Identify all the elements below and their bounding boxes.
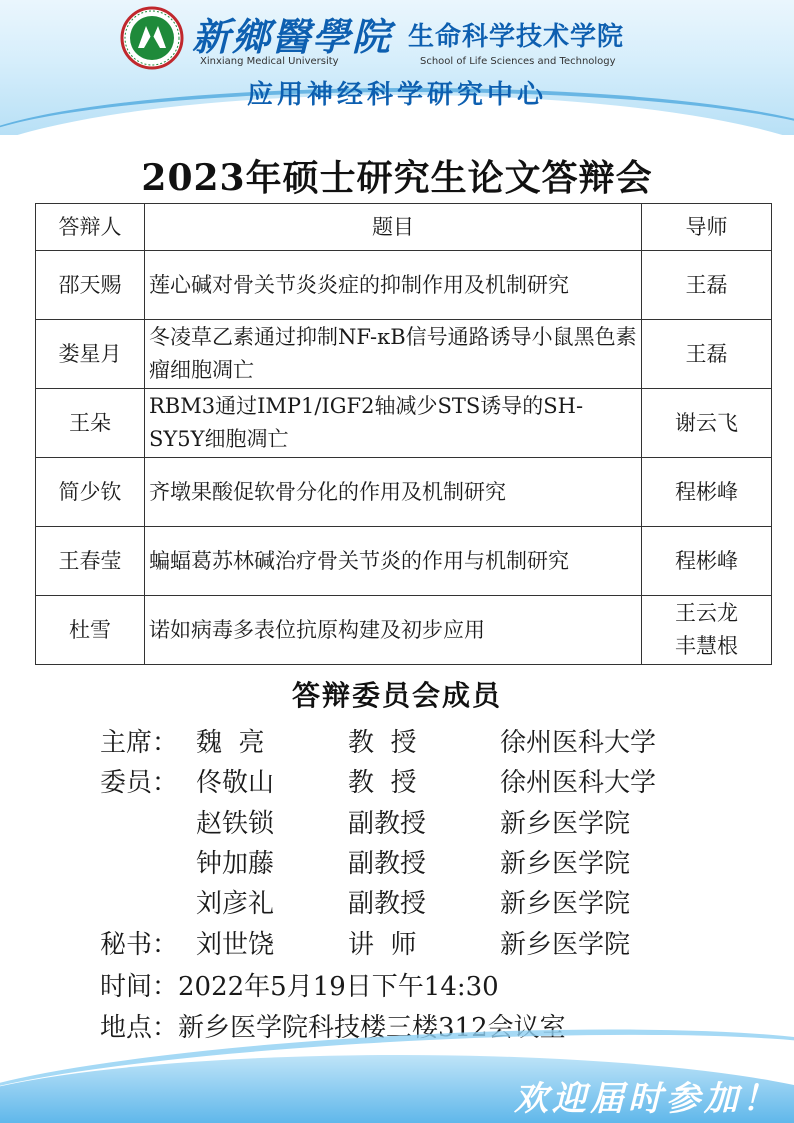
advisor-name: 王磊 (642, 251, 772, 320)
page-header (0, 0, 794, 135)
university-name-en: Xinxiang Medical University (200, 56, 339, 67)
welcome-message: 欢迎届时参加！ (514, 1079, 780, 1119)
student-name: 王春莹 (36, 527, 145, 596)
university-logo-emblem (120, 6, 184, 70)
student-name: 王朵 (36, 389, 145, 458)
header-topic: 题目 (145, 204, 642, 251)
school-name-en: School of Life Sciences and Technology (420, 56, 616, 67)
member-title: 副教授 (348, 809, 427, 839)
member-title: 讲 师 (348, 930, 417, 960)
member-institution: 新乡医学院 (500, 930, 631, 960)
member-institution: 新乡医学院 (500, 889, 631, 919)
thesis-topic: 蝙蝠葛苏林碱治疗骨关节炎的作用与机制研究 (145, 527, 642, 596)
student-name: 娄星月 (36, 320, 145, 389)
member-title: 教 授 (348, 728, 417, 758)
member-role-label: 主席： (100, 728, 179, 758)
table-row (36, 320, 772, 389)
table-row (36, 251, 772, 320)
table-row (36, 389, 772, 458)
page-footer (0, 1015, 794, 1123)
member-name: 魏 亮 (196, 728, 265, 758)
member-institution: 徐州医科大学 (500, 728, 657, 758)
thesis-topic: 诺如病毒多表位抗原构建及初步应用 (145, 596, 642, 665)
research-center-name: 应用神经科学研究中心 (246, 80, 547, 110)
thesis-topic: 莲心碱对骨关节炎炎症的抑制作用及机制研究 (145, 251, 642, 320)
table-row (36, 458, 772, 527)
member-institution: 新乡医学院 (500, 809, 631, 839)
table-row (36, 596, 772, 665)
page-title: 2023年硕士研究生论文答辩会 (141, 157, 653, 199)
member-title: 教 授 (348, 768, 417, 798)
table-row (36, 527, 772, 596)
event-time: 时间：2022年5月19日下午14:30 (100, 972, 499, 1002)
student-name: 简少钦 (36, 458, 145, 527)
defense-schedule-table (35, 203, 772, 665)
member-name: 佟敬山 (196, 768, 275, 798)
header-student: 答辩人 (36, 204, 145, 251)
advisor-name: 程彬峰 (642, 527, 772, 596)
advisor-name: 程彬峰 (642, 458, 772, 527)
advisor-name: 王云龙 (675, 601, 738, 625)
table-header-row (36, 204, 772, 251)
university-name-cn: 新鄉醫學院 (192, 14, 393, 59)
member-name: 钟加藤 (196, 849, 275, 879)
header-advisor: 导师 (642, 204, 772, 251)
school-name-cn: 生命科学技术学院 (408, 22, 625, 52)
member-role-label: 委员： (100, 768, 179, 798)
advisor-name: 谢云飞 (642, 389, 772, 458)
member-name: 刘世饶 (196, 930, 275, 960)
member-name: 刘彦礼 (196, 889, 275, 919)
member-title: 副教授 (348, 849, 427, 879)
thesis-topic: 冬凌草乙素通过抑制NF-κB信号通路诱导小鼠黑色素瘤细胞凋亡 (145, 320, 642, 389)
student-name: 邵天赐 (36, 251, 145, 320)
thesis-topic: 齐墩果酸促软骨分化的作用及机制研究 (145, 458, 642, 527)
member-role-label: 秘书： (100, 930, 179, 960)
event-location: 地点：新乡医学院科技楼三楼312会议室 (100, 1013, 566, 1043)
advisor-name: 王磊 (642, 320, 772, 389)
member-name: 赵铁锁 (196, 809, 275, 839)
member-institution: 新乡医学院 (500, 849, 631, 879)
member-institution: 徐州医科大学 (500, 768, 657, 798)
advisor-cell (642, 596, 772, 665)
thesis-topic: RBM3通过IMP1/IGF2轴减少STS诱导的SH-SY5Y细胞凋亡 (145, 389, 642, 458)
member-title: 副教授 (348, 889, 427, 919)
student-name: 杜雪 (36, 596, 145, 665)
committee-title: 答辩委员会成员 (291, 679, 502, 712)
co-advisor-name: 丰慧根 (675, 634, 738, 658)
